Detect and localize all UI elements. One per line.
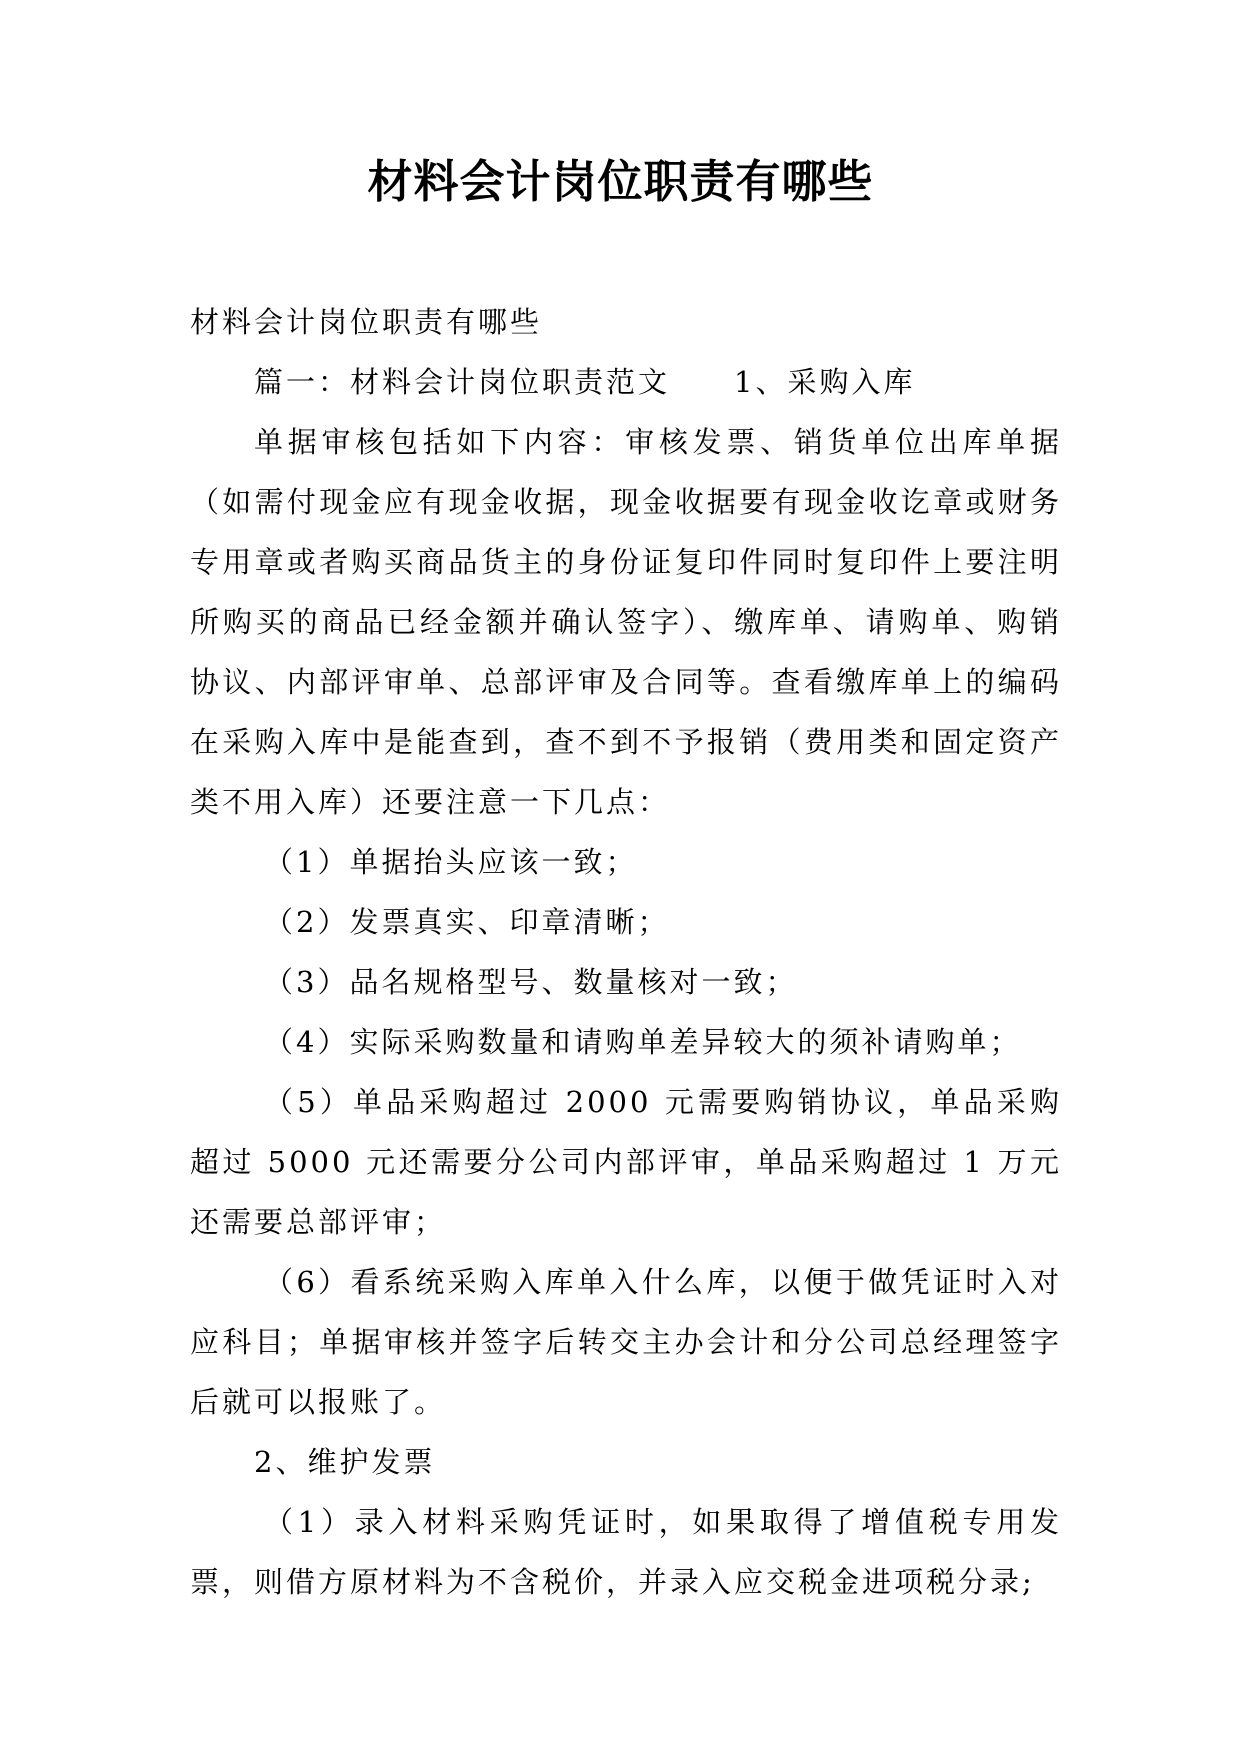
list-item: （1）单据抬头应该一致； [264, 845, 638, 879]
list-item: （3）品名规格型号、数量核对一致； [264, 965, 798, 999]
paragraph-review-content: 单据审核包括如下内容：审核发票、销货单位出库单据（如需付现金应有现金收据，现金收据要有现金收讫章或财务专用章或者购买商品货主的身份证复印件同时复印件上要注明所购买的商品已经金额并确认签字）、缴库单、请购单、购销协议、内部评审单、总部评审及合同等。查看缴库单上的编码在采购入库中是能查到，查不到不予报销（费用类和固定资产类不用入库）还要注意一下几点： [190, 425, 1062, 819]
paragraph-subtitle: 材料会计岗位职责有哪些 [190, 305, 543, 339]
list-item: （1）录入材料采购凭证时，如果取得了增值税专用发票，则借方原材料为不含税价，并录入应交税金进项税分录; [190, 1505, 1062, 1599]
document-body [190, 292, 1062, 1612]
list-item: （6）看系统采购入库单入什么库，以便于做凭证时入对应科目；单据审核并签字后转交主办会计和分公司总经理签字后就可以报账了。 [190, 1265, 1062, 1419]
paragraph-section-heading: 2、维护发票 [254, 1445, 436, 1479]
list-item: （2）发票真实、印章清晰； [264, 905, 670, 939]
paragraph-section-heading: 篇一：材料会计岗位职责范文 1、采购入库 [254, 365, 916, 399]
list-item: （5）单品采购超过 2000 元需要购销协议，单品采购超过 5000 元还需要分公司内部评审，单品采购超过 1 万元还需要总部评审； [190, 1085, 1062, 1239]
list-item: （4）实际采购数量和请购单差异较大的须补请购单； [264, 1025, 1022, 1059]
document-title: 材料会计岗位职责有哪些 [367, 155, 874, 208]
